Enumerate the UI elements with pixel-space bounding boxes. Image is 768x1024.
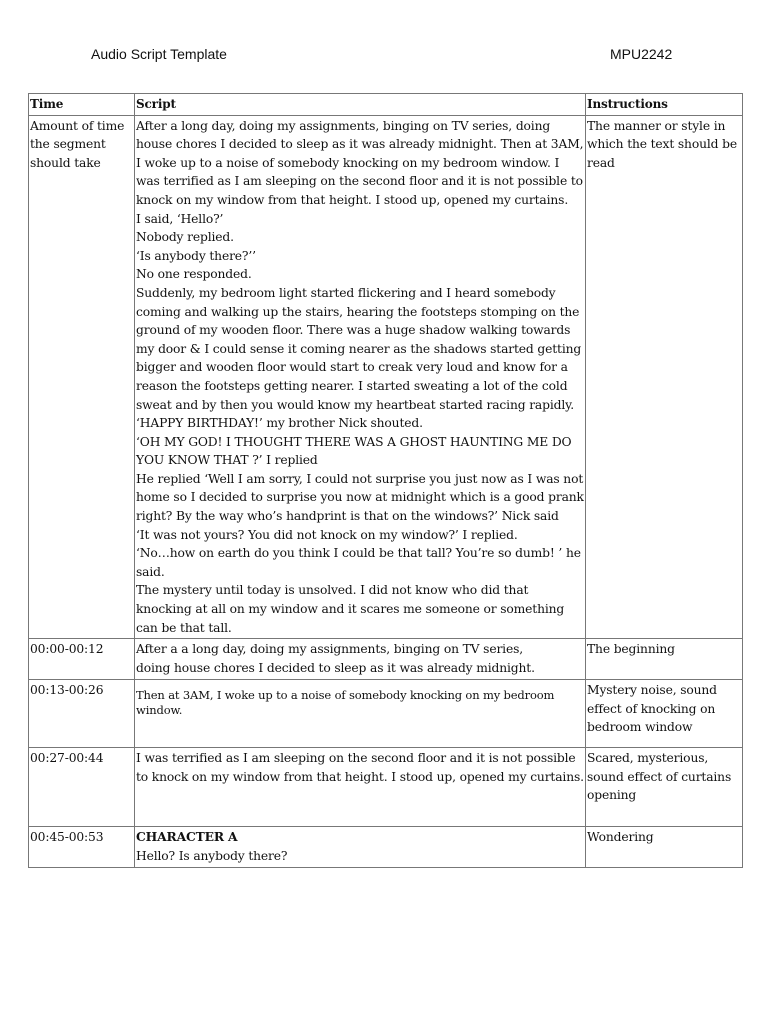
course-code: MPU2242 [610, 46, 673, 62]
instructions-cell: Wondering [586, 827, 743, 868]
script-line: ‘Is anybody there?’’ [136, 248, 256, 263]
script-paragraph: He replied ‘Well I am sorry, I could not surprise you just now as I was not home so I decided to surprise you now at midnight which is a good prank right? By the way who’s handprint is that on the windows?’ Nick said [136, 471, 584, 524]
table-row [29, 680, 743, 748]
header-script: Script [135, 94, 586, 116]
script-line: I said, ‘Hello?’ [136, 211, 224, 226]
character-name: CHARACTER A [136, 829, 238, 845]
instructions-cell: Mystery noise, sound effect of knocking on bedroom window [586, 680, 743, 748]
time-cell: Amount of time the segment should take [29, 115, 135, 639]
script-line: ‘HAPPY BIRTHDAY!’ my brother Nick shouted. [136, 416, 423, 431]
script-line: Nobody replied. [136, 230, 234, 245]
table-header-row [29, 94, 743, 116]
table-row [29, 748, 743, 827]
script-cell: Then at 3AM, I woke up to a noise of somebody knocking on my bedroom window. [135, 680, 586, 748]
document-title: Audio Script Template [91, 46, 227, 62]
script-line: Hello? Is anybody there? [136, 848, 288, 863]
table-row [29, 639, 743, 680]
table-row [29, 115, 743, 639]
script-line: ‘No…how on earth do you think I could be that tall? You’re so dumb! ’ he said. [136, 546, 581, 579]
script-line: ‘OH MY GOD! I THOUGHT THERE WAS A GHOST HAUNTING ME DO YOU KNOW THAT ?’ I replied [136, 434, 572, 468]
script-cell: I was terrified as I am sleeping on the second floor and it is not possible to knock on my window from that height. I stood up, opened my curtains. [135, 748, 586, 827]
script-paragraph: After a long day, doing my assignments, binging on TV series, doing house chores I decided to sleep as it was already midnight. Then at 3AM, I woke up to a noise of somebody knocking on my bedroom window. I was terrified as I am sleeping on the second floor and it is not possible to knock on my window from that height. I stood up, opened my curtains. [136, 118, 584, 207]
instructions-cell: Scared, mysterious, sound effect of curtains opening [586, 748, 743, 827]
script-cell [135, 827, 586, 868]
table-row [29, 827, 743, 868]
script-paragraph: Suddenly, my bedroom light started flickering and I heard somebody coming and walking up the stairs, hearing the footsteps stomping on the ground of my wooden floor. There was a huge shadow walking towards my door & I could sense it coming nearer as the shadows started getting bigger and wooden floor would start to creak very loud and know for a reason the footsteps getting nearer. I started sweating a lot of the cold sweat and by then you would know my heartbeat started racing rapidly. [136, 285, 582, 412]
audio-script-table [28, 93, 743, 868]
instructions-cell: The manner or style in which the text should be read [586, 115, 743, 639]
script-cell [135, 639, 586, 680]
script-cell [135, 115, 586, 639]
time-cell: 00:00-00:12 [29, 639, 135, 680]
script-line: No one responded. [136, 267, 252, 282]
script-line: After a a long day, doing my assignments, binging on TV series, [136, 642, 523, 657]
time-cell: 00:13-00:26 [29, 680, 135, 748]
time-cell: 00:45-00:53 [29, 827, 135, 868]
instructions-cell: The beginning [586, 639, 743, 680]
header-instructions: Instructions [586, 94, 743, 116]
header-time: Time [29, 94, 135, 116]
time-cell: 00:27-00:44 [29, 748, 135, 827]
script-line: ‘It was not yours? You did not knock on my window?’ I replied. [136, 527, 518, 542]
script-paragraph: The mystery until today is unsolved. I did not know who did that knocking at all on my window and it scares me someone or something can be that tall. [136, 583, 565, 635]
script-line: doing house chores I decided to sleep as it was already midnight. [136, 660, 535, 675]
